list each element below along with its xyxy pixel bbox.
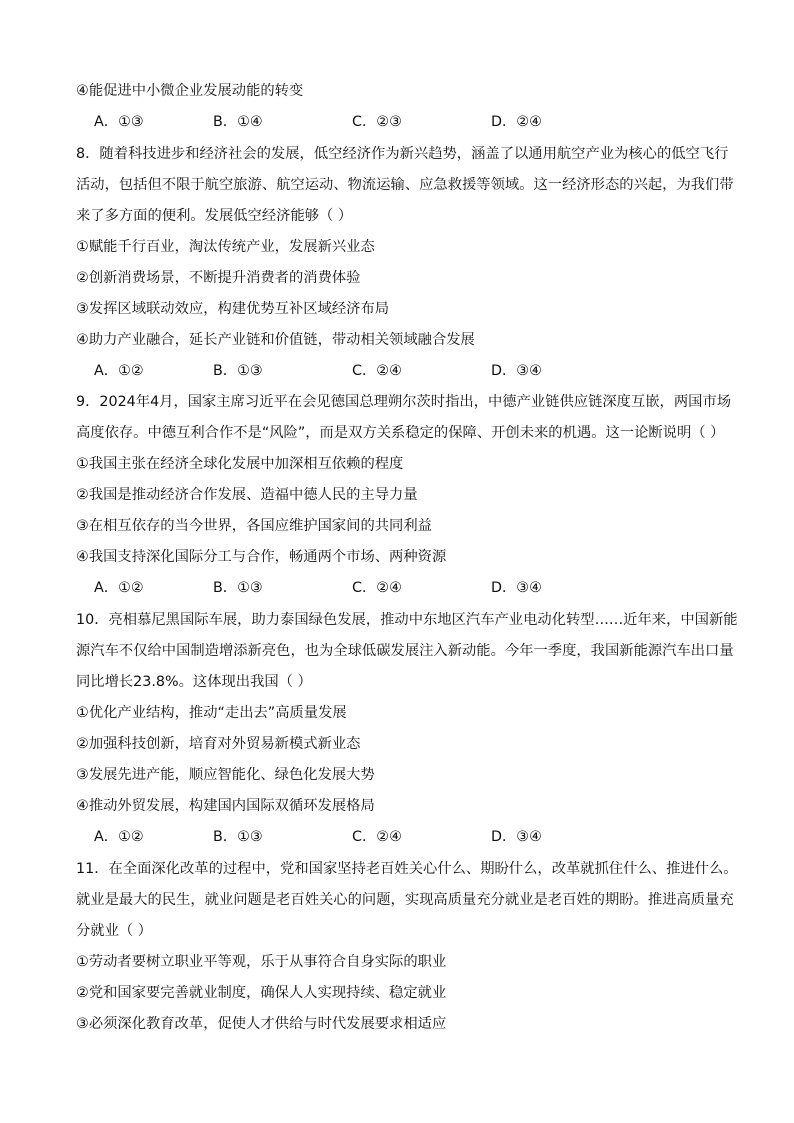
q8-stem-line-3: 来了多方面的便利。发展低空经济能够（ ） [76,208,353,224]
option-b: B．①③ [213,580,263,596]
q11-stem-line-1: 11．在全面深化改革的过程中，党和国家坚持老百姓关心什么、期盼什么，改革就抓住什么、推进什么。 [76,861,738,877]
option-a: A．①② [94,363,144,379]
q10-statement-3: ③发展先进产能，顺应智能化、绿色化发展大势 [76,767,375,783]
q11-stem-line-3: 分就业（ ） [76,923,153,939]
q9-statement-1: ①我国主张在经济全球化发展中加深相互依赖的程度 [76,456,404,472]
q9-statement-4: ④我国支持深化国际分工与合作，畅通两个市场、两种资源 [76,549,447,565]
q10-stem-line-2: 源汽车不仅给中国制造增添新亮色，也为全球低碳发展注入新动能。今年一季度，我国新能源汽车出口量 [76,643,734,659]
q10-stem-line-3: 同比增长23.8%。这体现出我国（ ） [76,674,312,690]
q11-statement-1: ①劳动者要树立职业平等观，乐于从事符合自身实际的职业 [76,954,447,970]
option-d: D．③④ [491,363,542,379]
option-d: D．②④ [491,114,542,130]
q9-statement-3: ③在相互依存的当今世界，各国应维护国家间的共同利益 [76,518,432,534]
option-b: B．①③ [213,829,263,845]
option-c: C．②③ [352,114,402,130]
q9-options [94,578,694,598]
q11-statement-2: ②党和国家要完善就业制度，确保人人实现持续、稳定就业 [76,985,447,1001]
option-d: D．③④ [491,829,542,845]
q10-statement-4: ④推动外贸发展，构建国内国际双循环发展格局 [76,798,375,814]
q10-statement-2: ②加强科技创新，培育对外贸易新模式新业态 [76,736,361,752]
q8-stem-line-2: 活动，包括但不限于航空旅游、航空运动、物流运输、应急救援等领域。这一经济形态的兴起，为我们带 [76,177,734,193]
q9-stem-line-2: 高度依存。中德互利合作不是“风险”，而是双方关系稳定的保障、开创未来的机遇。这一论断说明（ ） [76,425,725,441]
q9-statement-2: ②我国是推动经济合作发展、造福中德人民的主导力量 [76,487,418,503]
option-c: C．②④ [352,580,402,596]
q8-statement-1: ①赋能千行百业，淘汰传统产业，发展新兴业态 [76,239,375,255]
q11-stem-line-2: 就业是最大的民生，就业问题是老百姓关心的问题，实现高质量充分就业是老百姓的期盼。推进高质量充 [76,892,734,908]
prev-statement-4: ④能促进中小微企业发展动能的转变 [76,83,304,99]
option-c: C．②④ [352,363,402,379]
q8-options [94,361,694,381]
q11-statement-3: ③必须深化教育改革，促使人才供给与时代发展要求相适应 [76,1016,447,1032]
option-b: B．①③ [213,363,263,379]
q8-stem-line-1: 8．随着科技进步和经济社会的发展，低空经济作为新兴趋势，涵盖了以通用航空产业为核心的低空飞行 [76,146,729,162]
option-a: A．①③ [94,114,144,130]
q10-stem-line-1: 10．亮相慕尼黑国际车展，助力泰国绿色发展，推动中东地区汽车产业电动化转型……近年来，中国新能 [76,612,738,628]
option-c: C．②④ [352,829,402,845]
option-d: D．③④ [491,580,542,596]
option-b: B．①④ [213,114,263,130]
q8-statement-4: ④助力产业融合，延长产业链和价值链，带动相关领域融合发展 [76,332,475,348]
prev-options [94,112,694,132]
q8-statement-3: ③发挥区域联动效应，构建优势互补区域经济布局 [76,301,390,317]
q9-stem-line-1: 9．2024年4月，国家主席习近平在会见德国总理朔尔茨时指出，中德产业链供应链深度互嵌，两国市场 [76,394,732,410]
q8-statement-2: ②创新消费场景，不断提升消费者的消费体验 [76,270,361,286]
q10-options [94,827,694,847]
option-a: A．①② [94,580,144,596]
option-a: A．①② [94,829,144,845]
q10-statement-1: ①优化产业结构，推动“走出去”高质量发展 [76,705,347,721]
